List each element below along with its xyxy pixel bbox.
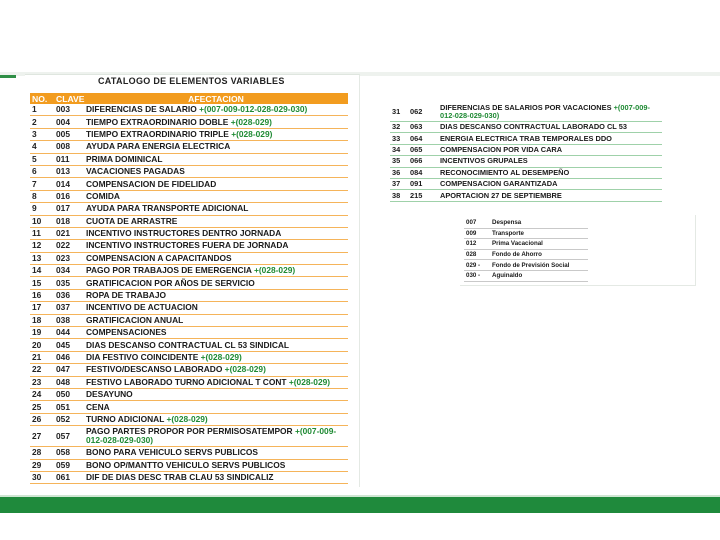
row-description-cell bbox=[438, 167, 662, 178]
row-description: COMPENSACION DE FIDELIDAD bbox=[86, 178, 217, 189]
row-description: RECONOCIMIENTO AL DESEMPEÑO bbox=[440, 167, 570, 177]
row-description: INCENTIVO INSTRUCTORES DENTRO JORNADA bbox=[86, 228, 282, 239]
row-description-cell bbox=[438, 178, 662, 189]
row-clave: 065 bbox=[408, 144, 438, 155]
row-clave: 038 bbox=[54, 314, 84, 326]
row-number: 27 bbox=[30, 426, 54, 447]
row-number: 22 bbox=[30, 364, 54, 376]
legend-code: 012 bbox=[464, 239, 490, 250]
row-description-cell bbox=[84, 351, 348, 363]
top-divider-accent bbox=[0, 75, 16, 78]
row-clave: 035 bbox=[54, 277, 84, 289]
row-description-cell bbox=[84, 277, 348, 289]
row-number: 36 bbox=[390, 167, 408, 178]
row-number: 20 bbox=[30, 339, 54, 351]
legend-label: Prima Vacacional bbox=[490, 239, 588, 250]
row-number: 10 bbox=[30, 215, 54, 227]
row-description-cell bbox=[84, 314, 348, 326]
row-number: 1 bbox=[30, 104, 54, 116]
row-clave: 004 bbox=[54, 116, 84, 128]
row-number: 16 bbox=[30, 289, 54, 301]
header-no: NO. bbox=[30, 93, 54, 104]
row-number: 35 bbox=[390, 156, 408, 167]
table-row bbox=[30, 252, 348, 264]
legend-row bbox=[464, 249, 588, 260]
row-number: 30 bbox=[30, 471, 54, 483]
row-number: 13 bbox=[30, 252, 54, 264]
row-description-cell bbox=[84, 227, 348, 239]
row-number: 18 bbox=[30, 314, 54, 326]
row-description: COMIDA bbox=[86, 190, 120, 201]
row-clave: 084 bbox=[408, 167, 438, 178]
row-description-cell bbox=[84, 388, 348, 400]
table-row bbox=[30, 388, 348, 400]
row-number: 6 bbox=[30, 165, 54, 177]
row-description-cell bbox=[84, 178, 348, 190]
table-row bbox=[30, 314, 348, 326]
row-clave: 008 bbox=[54, 141, 84, 153]
table-row bbox=[30, 265, 348, 277]
row-description: TIEMPO EXTRAORDINARIO TRIPLE bbox=[86, 128, 229, 139]
table-row bbox=[30, 302, 348, 314]
row-description: DIFERENCIAS DE SALARIO bbox=[86, 104, 197, 115]
row-clave: 057 bbox=[54, 426, 84, 447]
row-clave: 005 bbox=[54, 128, 84, 140]
row-number: 7 bbox=[30, 178, 54, 190]
legend-table bbox=[464, 218, 588, 282]
row-clave: 045 bbox=[54, 339, 84, 351]
table-row bbox=[30, 376, 348, 388]
row-clave: 021 bbox=[54, 227, 84, 239]
table-row bbox=[30, 364, 348, 376]
row-description: TURNO ADICIONAL bbox=[86, 413, 165, 424]
table-row bbox=[30, 401, 348, 413]
row-clave: 052 bbox=[54, 413, 84, 425]
row-number: 19 bbox=[30, 327, 54, 339]
row-description: VACACIONES PAGADAS bbox=[86, 166, 185, 177]
row-description-cell bbox=[84, 426, 348, 447]
row-number: 37 bbox=[390, 178, 408, 189]
row-description: TIEMPO EXTRAORDINARIO DOBLE bbox=[86, 116, 229, 127]
row-clave: 050 bbox=[54, 388, 84, 400]
row-description: PAGO PARTES PROPOR POR PERMISOSATEMPOR bbox=[86, 426, 293, 437]
legend-code: 028 bbox=[464, 249, 490, 260]
row-clave: 014 bbox=[54, 178, 84, 190]
table-row bbox=[30, 153, 348, 165]
row-number: 23 bbox=[30, 376, 54, 388]
row-description-cell bbox=[84, 413, 348, 425]
row-description-cell bbox=[84, 459, 348, 471]
header-clave: CLAVE bbox=[56, 93, 85, 104]
row-description: DIA FESTIVO COINCIDENTE bbox=[86, 352, 199, 362]
row-clave: 022 bbox=[54, 240, 84, 252]
table-row bbox=[390, 103, 662, 122]
legend-code: 007 bbox=[464, 218, 490, 228]
row-number: 26 bbox=[30, 413, 54, 425]
row-number: 38 bbox=[390, 190, 408, 201]
row-description-cell bbox=[84, 447, 348, 459]
row-description-cell bbox=[84, 364, 348, 376]
row-description: ROPA DE TRABAJO bbox=[86, 290, 167, 301]
row-number: 29 bbox=[30, 459, 54, 471]
legend-row bbox=[464, 228, 588, 239]
row-clave: 091 bbox=[408, 178, 438, 189]
row-clave: 023 bbox=[54, 252, 84, 264]
legend-label: Fondo de Ahorro bbox=[490, 249, 588, 260]
row-description-cell bbox=[84, 339, 348, 351]
row-affectation-code: +(028-029) bbox=[230, 116, 272, 127]
row-description: ENERGIA ELECTRICA TRAB TEMPORALES DDO bbox=[440, 133, 612, 143]
table-row bbox=[30, 104, 348, 116]
footer-bar bbox=[0, 497, 720, 513]
row-clave: 034 bbox=[54, 265, 84, 277]
row-affectation-code: +(028-029) bbox=[224, 364, 266, 375]
row-clave: 011 bbox=[54, 153, 84, 165]
row-description: GRATIFICACION ANUAL bbox=[86, 314, 184, 325]
row-description-cell bbox=[84, 265, 348, 277]
row-affectation-code: +(028-029) bbox=[231, 128, 273, 139]
row-description: COMPENSACION GARANTIZADA bbox=[440, 179, 558, 189]
legend-label: Despensa bbox=[490, 218, 588, 228]
row-description: DESAYUNO bbox=[86, 389, 133, 400]
row-affectation-code: +(028-029) bbox=[288, 376, 331, 387]
row-number: 17 bbox=[30, 302, 54, 314]
row-description-cell bbox=[84, 252, 348, 264]
row-description: FESTIVO LABORADO TURNO ADICIONAL T CONT bbox=[86, 376, 287, 387]
row-description-cell bbox=[438, 103, 662, 122]
table-row bbox=[30, 289, 348, 301]
row-number: 33 bbox=[390, 133, 408, 144]
table-row bbox=[30, 215, 348, 227]
row-description-cell bbox=[84, 215, 348, 227]
table-row bbox=[30, 178, 348, 190]
row-description-cell bbox=[84, 327, 348, 339]
row-number: 2 bbox=[30, 116, 54, 128]
row-description-cell bbox=[84, 116, 348, 128]
row-number: 8 bbox=[30, 190, 54, 202]
row-description-cell bbox=[84, 153, 348, 165]
row-description: INCENTIVO DE ACTUACION bbox=[86, 302, 198, 313]
table-row bbox=[30, 116, 348, 128]
row-description-cell bbox=[84, 141, 348, 153]
table-row bbox=[30, 240, 348, 252]
table-row bbox=[30, 471, 348, 483]
table-row bbox=[30, 128, 348, 140]
row-affectation-code: +(028-029) bbox=[200, 352, 242, 362]
row-description: GRATIFICACION POR AÑOS DE SERVICIO bbox=[86, 277, 255, 288]
row-description-cell bbox=[84, 190, 348, 202]
row-description: AYUDA PARA TRANSPORTE ADICIONAL bbox=[86, 203, 249, 214]
table-row bbox=[30, 413, 348, 425]
table-row bbox=[30, 447, 348, 459]
row-clave: 051 bbox=[54, 401, 84, 413]
row-number: 5 bbox=[30, 153, 54, 165]
row-number: 12 bbox=[30, 240, 54, 252]
row-number: 28 bbox=[30, 447, 54, 459]
row-clave: 017 bbox=[54, 203, 84, 215]
row-description: COMPENSACION POR VIDA CARA bbox=[440, 144, 563, 154]
table-row bbox=[30, 339, 348, 351]
row-clave: 061 bbox=[54, 471, 84, 483]
row-clave: 059 bbox=[54, 459, 84, 471]
row-clave: 047 bbox=[54, 364, 84, 376]
table-row bbox=[390, 156, 662, 167]
row-description-cell bbox=[84, 165, 348, 177]
row-description: INCENTIVOS GRUPALES bbox=[440, 156, 528, 166]
row-description: BONO OP/MANTTO VEHICULO SERVS PUBLICOS bbox=[86, 459, 286, 470]
row-description: BONO PARA VEHICULO SERVS PUBLICOS bbox=[86, 447, 259, 458]
row-number: 15 bbox=[30, 277, 54, 289]
row-number: 9 bbox=[30, 203, 54, 215]
row-clave: 062 bbox=[408, 103, 438, 122]
row-clave: 016 bbox=[54, 190, 84, 202]
table-row bbox=[30, 426, 348, 447]
table-row bbox=[30, 459, 348, 471]
row-description: APORTACION 27 DE SEPTIEMBRE bbox=[440, 190, 562, 200]
row-description: DIFERENCIAS DE SALARIOS POR VACACIONES bbox=[440, 103, 612, 112]
row-description-cell bbox=[84, 376, 348, 388]
table-row bbox=[30, 141, 348, 153]
row-description-cell bbox=[84, 128, 348, 140]
row-description: INCENTIVO INSTRUCTORES FUERA DE JORNADA bbox=[86, 240, 289, 251]
row-clave: 046 bbox=[54, 351, 84, 363]
row-affectation-code: +(028-029) bbox=[253, 265, 296, 276]
table-row bbox=[390, 178, 662, 189]
row-number: 24 bbox=[30, 388, 54, 400]
row-affectation-code: +(028-029) bbox=[166, 413, 208, 424]
row-number: 25 bbox=[30, 401, 54, 413]
row-number: 14 bbox=[30, 265, 54, 277]
row-clave: 018 bbox=[54, 215, 84, 227]
table-row bbox=[30, 327, 348, 339]
table-row bbox=[390, 190, 662, 201]
row-description: CENA bbox=[86, 401, 110, 412]
table-row bbox=[390, 122, 662, 133]
row-description-cell bbox=[84, 302, 348, 314]
row-description-cell bbox=[84, 471, 348, 483]
row-number: 3 bbox=[30, 128, 54, 140]
table-row bbox=[30, 277, 348, 289]
row-clave: 058 bbox=[54, 447, 84, 459]
row-description-cell bbox=[84, 104, 348, 116]
row-number: 21 bbox=[30, 351, 54, 363]
legend-row bbox=[464, 270, 588, 281]
legend-label: Transporte bbox=[490, 228, 588, 239]
row-clave: 037 bbox=[54, 302, 84, 314]
row-number: 4 bbox=[30, 141, 54, 153]
row-description-cell bbox=[438, 190, 662, 201]
legend-row bbox=[464, 239, 588, 250]
table-row bbox=[390, 133, 662, 144]
row-affectation-code: +(007-009-012-028-029-030) bbox=[440, 103, 650, 120]
continuation-table bbox=[390, 103, 662, 202]
row-description: COMPENSACIONES bbox=[86, 327, 167, 338]
row-description: FESTIVO/DESCANSO LABORADO bbox=[86, 364, 223, 375]
legend-label: Aguinaldo bbox=[490, 270, 588, 281]
row-description-cell bbox=[84, 289, 348, 301]
row-description-cell bbox=[438, 122, 662, 133]
table-row bbox=[30, 190, 348, 202]
row-description-cell bbox=[438, 133, 662, 144]
row-clave: 215 bbox=[408, 190, 438, 201]
row-description: PAGO POR TRABAJOS DE EMERGENCIA bbox=[86, 265, 252, 276]
row-clave: 003 bbox=[54, 104, 84, 116]
table-row bbox=[30, 165, 348, 177]
row-description: AYUDA PARA ENERGIA ELECTRICA bbox=[86, 141, 231, 152]
table-header-row bbox=[30, 93, 348, 104]
row-description-cell bbox=[438, 144, 662, 155]
legend-row bbox=[464, 218, 588, 228]
table-row bbox=[390, 167, 662, 178]
row-number: 11 bbox=[30, 227, 54, 239]
row-description-cell bbox=[438, 156, 662, 167]
row-clave: 036 bbox=[54, 289, 84, 301]
row-clave: 044 bbox=[54, 327, 84, 339]
table-row bbox=[30, 351, 348, 363]
row-number: 34 bbox=[390, 144, 408, 155]
row-description: DIF DE DIAS DESC TRAB CLAU 53 SINDICALIZ bbox=[86, 472, 274, 483]
legend-label: Fondo de Previsión Social bbox=[490, 260, 588, 271]
row-affectation-code: +(007-009-012-028-029-030) bbox=[86, 426, 337, 446]
row-description-cell bbox=[84, 240, 348, 252]
row-affectation-code: +(007-009-012-028-029-030) bbox=[199, 104, 308, 115]
legend-code: 009 bbox=[464, 228, 490, 239]
row-number: 31 bbox=[390, 103, 408, 122]
legend-code: 029 - bbox=[464, 260, 490, 271]
row-clave: 063 bbox=[408, 122, 438, 133]
variables-table bbox=[30, 93, 348, 484]
legend-code: 030 - bbox=[464, 270, 490, 281]
row-description: PRIMA DOMINICAL bbox=[86, 153, 163, 164]
table-row bbox=[390, 144, 662, 155]
row-clave: 048 bbox=[54, 376, 84, 388]
row-clave: 013 bbox=[54, 165, 84, 177]
legend-row bbox=[464, 260, 588, 271]
table-row bbox=[30, 203, 348, 215]
row-number: 32 bbox=[390, 122, 408, 133]
row-description: COMPENSACION A CAPACITANDOS bbox=[86, 252, 232, 263]
row-description: DIAS DESCANSO CONTRACTUAL LABORADO CL 53 bbox=[440, 122, 627, 132]
header-afectacion: AFECTACION bbox=[84, 93, 348, 104]
row-clave: 066 bbox=[408, 156, 438, 167]
row-description-cell bbox=[84, 203, 348, 215]
row-clave: 064 bbox=[408, 133, 438, 144]
table-row bbox=[30, 227, 348, 239]
catalog-title: CATALOGO DE ELEMENTOS VARIABLES bbox=[98, 76, 285, 86]
row-description: DIAS DESCANSO CONTRACTUAL CL 53 SINDICAL bbox=[86, 339, 290, 350]
row-description: CUOTA DE ARRASTRE bbox=[86, 215, 178, 226]
row-description-cell bbox=[84, 401, 348, 413]
